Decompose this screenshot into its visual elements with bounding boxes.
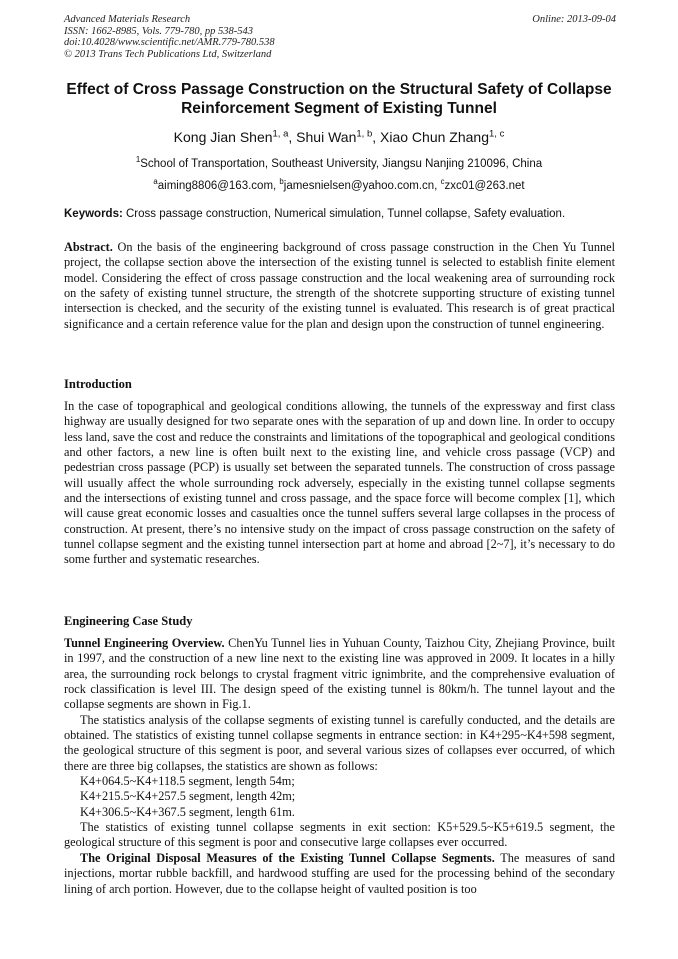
author-name: Shui Wan [296,129,357,145]
online-date: Online: 2013-09-04 [532,14,616,25]
overview-text: ChenYu Tunnel lies in Yuhuan County, Taizhou City, Zhejiang Province, built in 1997, and the construction of a new line next to the existing line was approved in 2009. It locates in a hilly area, the surrounding rock belongs to crystal fragment vitric ignimbrite, and the comprehensive evaluation of rock classification is level III. The design speed of the existing tunnel is 80km/h. The tunnel layout and the collapse segments are shown in Fig.1. [64,636,615,712]
segment-item: K4+064.5~K4+118.5 segment, length 54m; [80,774,295,789]
email-list: $^a$aiming8806@163.com, $^b$jamesnielsen@yahoo.com.cn, $^c$zxc01@263.net [153,177,525,192]
abstract-text: On the basis of the engineering background of cross passage construction in the Chen Yu Tunnel project, the collapse section above the intersection of the existing tunnel is selected to establish finite element model. Considering the effect of cross passage construction and the local weakening area of surrounding rock on the safety of existing tunnel structure, the strength of the shotcrete supporting structure of existing tunnel intersection is checked, and the security of the existing tunnel is evaluated. This research is of great practical significance and a certain reference value for the plan and design upon the construction of tunnel engineering. [64,240,615,331]
email-link[interactable]: jamesnielsen@yahoo.com.cn [283,180,435,192]
author-sup: 1, c [488,128,505,140]
keywords-label: Keywords: [64,208,123,220]
author-sup: 1, b [356,128,373,140]
author-name: Kong Jian Shen [173,129,273,145]
keywords-text: Cross passage construction, Numerical simulation, Tunnel collapse, Safety evaluation. [126,208,566,220]
stats-paragraph: The statistics analysis of the collapse segments of existing tunnel is carefully conducted, and the details are obtained. The statistics of existing tunnel collapse segments in entrance section: in K4+295~K4+598 segment, the geological structure of this segment is poor, and several various sizes of collapses ever occurred, of which there are three big collapses, the statistics are shown as follows: [64,712,615,773]
introduction-heading: Introduction [64,377,132,391]
author-name: Xiao Chun Zhang [380,129,489,145]
affiliation-sup: 1 [135,155,141,165]
author-list: Kong Jian Shen$^{1, a}$, Shui Wan$^{1, b}$, Xiao Chun Zhang$^{1, c}$ [173,128,505,145]
author-sup: 1, a [272,128,289,140]
email-sup: a [153,177,158,187]
journal-header [64,14,616,60]
journal-name: Advanced Materials Research [64,14,191,25]
affiliation-text: School of Transportation, Southeast University, Jiangsu Nanjing 210096, China [140,158,543,170]
copyright-line: © 2013 Trans Tech Publications Ltd, Switzerland [64,48,272,60]
email-sup: c [440,177,445,187]
case-study-heading: Engineering Case Study [64,614,193,628]
email-link[interactable]: zxc01@263.net [444,180,525,192]
paper-title: Effect of Cross Passage Construction on the Structural Safety of Collapse Reinforcement Segment of Existing Tunnel [66,81,612,117]
introduction-text: In the case of topographical and geological conditions allowing, the tunnels of the expressway and first class highway are usually designed for two separate ones with the separation of up and down line. In order to occupy less land, save the cost and reduce the constraints and limitations of the topographical and geological conditions and other factors, a new line is often built next to the existing line, and vehicle cross passage (VCP) and pedestrian cross passage (PCP) is usually set between the separated tunnels. The construction of cross passage will usually affect the whole surrounding rock adversely, especially in the existing tunnel collapse segments and the intersections of existing tunnel and cross passage, and the space force will become complex [1], which will cause great economic losses and casualties once the tunnel suffers several large collapses in the process of construction. At present, there’s no intensive study on the impact of cross passage construction on the safety of tunnel collapse segment and the existing tunnel intersection part at home and abroad [2~7], it’s necessary to do some further and systematic researches. [64,399,615,567]
affiliation [0,157,678,172]
segment-item: K4+306.5~K4+367.5 segment, length 61m. [80,804,295,819]
disposal-label: The Original Disposal Measures of the Existing Tunnel Collapse Segments. [80,850,495,865]
doi-line: doi:10.4028/www.scientific.net/AMR.779-780.538 [64,37,275,49]
keywords [64,207,616,222]
email-link[interactable]: aiming8806@163.com [157,180,274,192]
segment-item: K4+215.5~K4+257.5 segment, length 42m; [80,789,296,804]
abstract [64,240,615,332]
case-study-body [64,636,615,897]
overview-label: Tunnel Engineering Overview. [64,636,225,650]
exit-paragraph: The statistics of existing tunnel collapse segments in exit section: K5+529.5~K5+619.5 segment, the geological structure of this segment is poor and consecutive large collapses ever occurred. [64,820,615,850]
abstract-label: Abstract. [64,240,113,254]
email-sup: b [279,177,284,187]
disposal-text: The measures of sand injections, mortar rubble backfill, and hardwood stuffing are used for the processing behind of the secondary lining of arch portion. However, due to the collapse height of vaulted position is too [64,850,615,896]
issn-line: ISSN: 1662-8985, Vols. 779-780, pp 538-543 [64,25,253,37]
introduction-body [64,399,615,568]
